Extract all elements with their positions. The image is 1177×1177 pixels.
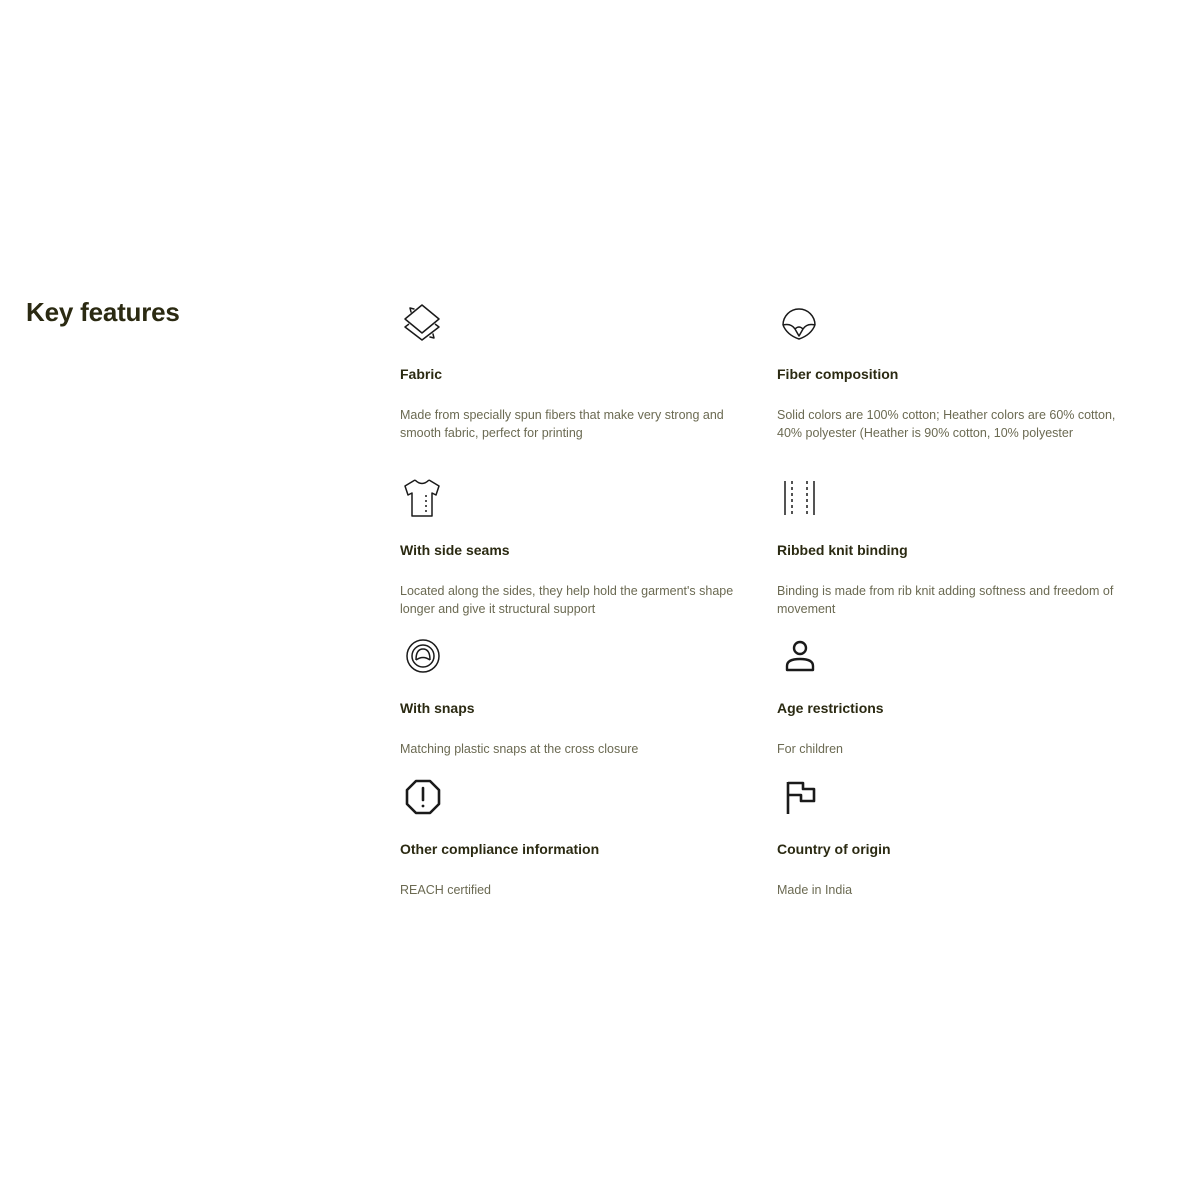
flag-icon <box>777 776 821 820</box>
feature-title: Other compliance information <box>400 841 600 857</box>
feature-title: Ribbed knit binding <box>777 542 908 558</box>
cotton-boll-icon <box>777 301 821 345</box>
ribbed-binding-icon <box>777 477 821 521</box>
feature-description: Made from specially spun fibers that make very strong and smooth fabric, perfect for printing <box>400 408 724 440</box>
tshirt-side-seam-icon <box>400 477 444 521</box>
feature-title: With side seams <box>400 542 510 558</box>
section-title: Key features <box>26 297 180 327</box>
feature-description: Matching plastic snaps at the cross closure <box>400 742 639 756</box>
feature-description: Solid colors are 100% cotton; Heather colors are 60% cotton, 40% polyester (Heather is 90% cotton, 10% polyester <box>777 408 1116 440</box>
warning-octagon-icon <box>400 776 444 820</box>
feature-title: Age restrictions <box>777 700 884 716</box>
feature-title: Fabric <box>400 366 443 382</box>
layers-icon <box>400 301 444 345</box>
feature-description: For children <box>777 742 843 756</box>
snap-button-icon <box>400 635 444 679</box>
feature-title: Fiber composition <box>777 366 899 382</box>
feature-description: REACH certified <box>400 883 491 897</box>
feature-description: Made in India <box>777 883 853 897</box>
feature-description: Located along the sides, they help hold the garment's shape longer and give it structural support <box>400 584 734 616</box>
person-icon <box>777 635 821 679</box>
feature-description: Binding is made from rib knit adding softness and freedom of movement <box>777 584 1114 616</box>
feature-title: With snaps <box>400 700 475 716</box>
feature-title: Country of origin <box>777 841 891 857</box>
